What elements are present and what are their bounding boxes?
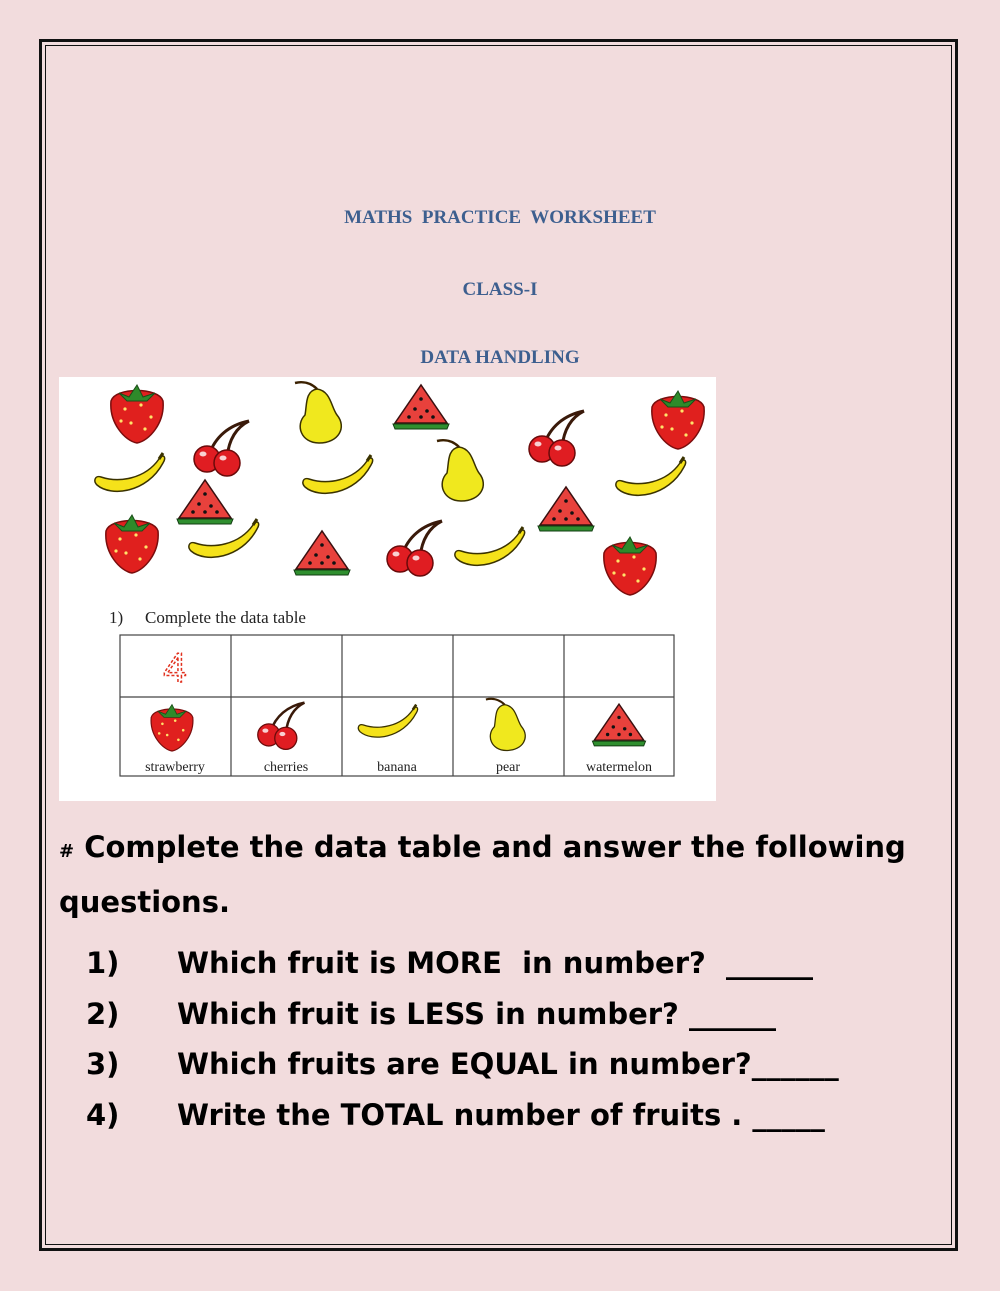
question-text: Which fruit is LESS in number? ______	[177, 996, 776, 1031]
question-number: 4)	[86, 1097, 120, 1132]
column-label-strawberry: strawberry	[145, 760, 205, 775]
class-label: CLASS-I	[462, 279, 538, 300]
instruction-text: Complete the data table and answer the following questions.	[59, 830, 906, 919]
data-table	[120, 635, 674, 776]
strawberry-icon	[151, 705, 193, 751]
exercise-title: Complete the data table	[145, 608, 306, 627]
strawberry-icon	[604, 537, 656, 595]
banana-icon	[455, 527, 525, 565]
question-text: Which fruit is MORE in number? ______	[177, 946, 814, 980]
example-count: 4	[163, 644, 187, 691]
question-number: 1)	[86, 946, 120, 980]
question-number: 3)	[86, 1047, 120, 1081]
watermelon-icon	[177, 480, 233, 524]
pear-icon	[437, 440, 483, 501]
cherries-icon	[529, 411, 584, 466]
pear-icon	[295, 382, 341, 443]
question-item	[86, 989, 966, 1040]
question-text: Which fruits are EQUAL in number?______	[177, 1047, 839, 1081]
strawberry-icon	[111, 385, 163, 443]
fruit-picture	[59, 377, 716, 801]
strawberry-icon	[106, 515, 158, 573]
pear-icon	[486, 699, 525, 751]
column-label-cherries: cherries	[263, 760, 309, 775]
watermelon-icon	[294, 531, 350, 575]
exercise-number: 1)	[109, 608, 124, 627]
banana-icon	[95, 453, 165, 491]
question-item	[86, 938, 966, 989]
watermelon-icon	[592, 704, 645, 746]
banana-icon	[303, 455, 373, 493]
cherries-icon	[258, 703, 305, 750]
question-item	[86, 1039, 966, 1090]
instruction-marker: #	[59, 841, 75, 862]
banana-icon	[616, 457, 686, 495]
banana-icon	[189, 519, 259, 557]
question-text: Write the TOTAL number of fruits . _____	[177, 1097, 825, 1132]
strawberry-icon	[652, 391, 704, 449]
column-label-pear: pear	[495, 760, 521, 775]
instruction	[59, 822, 959, 928]
topic-label: DATA HANDLING	[420, 347, 580, 368]
cherries-icon	[194, 421, 249, 476]
watermelon-icon	[393, 385, 449, 429]
worksheet-title: MATHS PRACTICE WORKSHEET	[344, 207, 656, 228]
column-label-watermelon: watermelon	[585, 760, 653, 775]
watermelon-icon	[538, 487, 594, 531]
question-number: 2)	[86, 996, 120, 1031]
banana-icon	[358, 705, 417, 738]
column-label-banana: banana	[377, 760, 417, 775]
question-list	[86, 938, 966, 1140]
question-item	[86, 1090, 966, 1141]
cherries-icon	[387, 521, 442, 576]
